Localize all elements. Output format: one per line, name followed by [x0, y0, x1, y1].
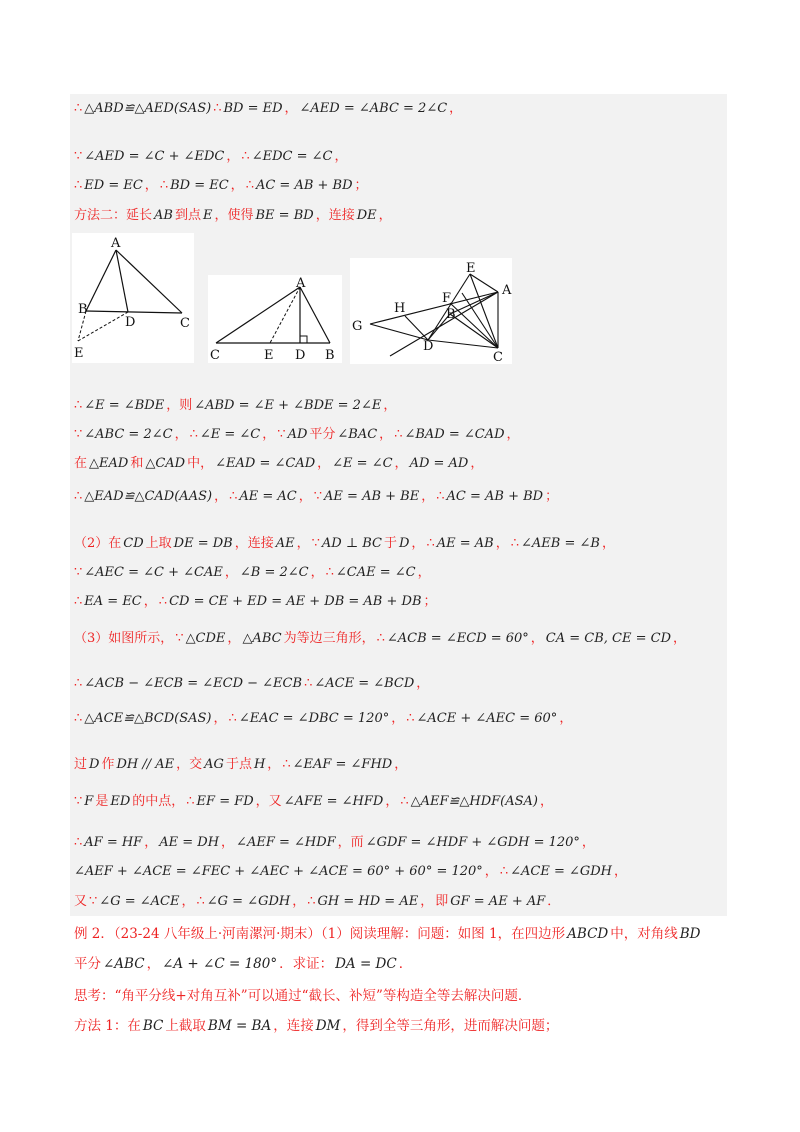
- example-line-e3: [74, 987, 533, 1005]
- lines-line-l2: [74, 148, 349, 166]
- therefore-because-symbol: ∴: [74, 711, 83, 726]
- fig1-label-E: E: [74, 346, 84, 361]
- math-expression: ∠EAD = ∠CAD: [215, 456, 316, 471]
- math-expression: ∠B = 2∠C: [239, 565, 309, 580]
- lines-line-l3: [74, 177, 370, 195]
- math-expression: △CAD: [145, 456, 186, 471]
- math-expression: AB: [154, 208, 173, 223]
- text-fragment: ，又: [255, 794, 282, 809]
- text-fragment: ，: [296, 536, 310, 551]
- therefore-because-symbol: ∴: [74, 101, 83, 116]
- fig2-label-A: A: [296, 276, 306, 291]
- text-fragment: ，: [379, 427, 393, 442]
- therefore-because-symbol: ∴: [499, 864, 509, 879]
- lines-line-l14: [74, 710, 574, 728]
- therefore-because-symbol: ∴: [74, 676, 83, 691]
- math-expression: AD = AD: [409, 456, 469, 471]
- text-fragment: ，: [394, 456, 408, 471]
- text-fragment: ．: [547, 894, 561, 909]
- text-fragment: 中，: [187, 456, 214, 471]
- text-fragment: ，使得: [214, 208, 254, 223]
- text-fragment: ，: [284, 101, 298, 116]
- text-fragment: ，: [298, 489, 312, 504]
- text-fragment: ，: [421, 489, 435, 504]
- example-line-e2: [74, 955, 414, 973]
- text-fragment: ，: [394, 757, 408, 772]
- text-fragment: ，得到全等三角形，进而解决问题；: [342, 1018, 559, 1034]
- fig3-label-B: B: [446, 307, 456, 322]
- text-fragment: ，: [385, 794, 399, 809]
- lines-line-l18: [74, 863, 629, 881]
- example-line-e4: [74, 1017, 560, 1035]
- fig1-label-A: A: [111, 236, 121, 251]
- math-expression: ∠AEB = ∠B: [521, 536, 600, 551]
- text-fragment: ；: [354, 178, 368, 193]
- figure-2: [208, 275, 342, 363]
- therefore-because-symbol: ∵: [74, 427, 83, 442]
- math-expression: ∠CAE = ∠C: [335, 565, 416, 580]
- text-fragment: ，: [230, 178, 244, 193]
- text-fragment: 到点: [174, 208, 201, 223]
- math-expression: ∠ACE + ∠AEC = 60°: [416, 711, 558, 726]
- therefore-because-symbol: ∴: [406, 711, 415, 726]
- text-fragment: 平分: [74, 956, 101, 972]
- text-fragment: ，: [673, 631, 687, 646]
- math-expression: AD ⊥ BC: [321, 536, 382, 551]
- math-expression: ED: [110, 794, 131, 809]
- text-fragment: ，: [614, 864, 628, 879]
- math-expression: AD: [287, 427, 308, 442]
- math-expression: ∠ACE = ∠GDH: [510, 864, 613, 879]
- math-expression: GH = HD = AE: [317, 894, 419, 909]
- math-expression: ∠BAC: [337, 427, 378, 442]
- math-expression: DH // AE: [116, 757, 175, 772]
- lines-line-l7: [74, 455, 485, 473]
- text-fragment: ，而: [337, 835, 364, 850]
- text-fragment: ，: [540, 794, 554, 809]
- math-expression: AC = AB + BD: [446, 489, 544, 504]
- therefore-because-symbol: ∵: [89, 894, 98, 909]
- figure-3: [350, 258, 512, 364]
- math-expression: ∠G = ∠ACE: [99, 894, 180, 909]
- therefore-because-symbol: ∴: [158, 594, 168, 609]
- example-line-e1: [74, 925, 702, 943]
- math-expression: BE = BD: [255, 208, 314, 223]
- math-expression: AE = AB + BE: [324, 489, 420, 504]
- text-fragment: ，: [378, 208, 392, 223]
- therefore-because-symbol: ∴: [189, 427, 198, 442]
- therefore-because-symbol: ∵: [313, 489, 323, 504]
- text-fragment: 在: [74, 456, 88, 471]
- therefore-because-symbol: ∴: [196, 894, 205, 909]
- fig3-label-A: A: [502, 283, 512, 298]
- math-expression: EF = FD: [196, 794, 254, 809]
- therefore-because-symbol: ∴: [74, 489, 83, 504]
- text-fragment: 中，对角线: [610, 926, 678, 942]
- text-fragment: ，: [559, 711, 573, 726]
- lines-line-l9: [74, 535, 617, 553]
- text-fragment: ，: [214, 489, 228, 504]
- text-fragment: ，: [143, 594, 157, 609]
- therefore-because-symbol: ∵: [311, 536, 320, 551]
- math-expression: ∠E = ∠C: [199, 427, 261, 442]
- text-fragment: 平分: [309, 427, 336, 442]
- math-expression: ∠AED = ∠C + ∠EDC: [84, 149, 225, 164]
- text-fragment: 作: [101, 757, 115, 772]
- math-expression: ∠AEF + ∠ACE = ∠FEC + ∠AEC + ∠ACE = 60° + 60° = 120°: [74, 864, 483, 879]
- text-fragment: ，: [221, 835, 235, 850]
- text-fragment: ，: [146, 956, 161, 972]
- text-fragment: 上截取: [165, 1018, 206, 1034]
- text-fragment: ，: [416, 676, 430, 691]
- math-expression: ED = EC: [84, 178, 143, 193]
- math-expression: △ABD≌△AED(SAS): [84, 101, 212, 116]
- text-fragment: ，: [420, 894, 434, 909]
- fig2-label-E: E: [264, 348, 274, 363]
- text-fragment: ，连接: [315, 208, 355, 223]
- text-fragment: ，: [411, 536, 425, 551]
- math-expression: ∠G = ∠GDH: [206, 894, 291, 909]
- lines-line-l16: [74, 793, 555, 811]
- math-expression: AF = HF: [84, 835, 143, 850]
- math-expression: BM = BA: [207, 1018, 272, 1034]
- text-fragment: ，: [292, 894, 306, 909]
- math-expression: DE = DB: [173, 536, 233, 551]
- therefore-because-symbol: ∴: [436, 489, 445, 504]
- therefore-because-symbol: ∴: [282, 757, 291, 772]
- text-fragment: ，: [262, 427, 276, 442]
- lines-line-l6: [74, 426, 522, 444]
- fig1-label-B: B: [78, 302, 88, 317]
- math-expression: D: [89, 757, 100, 772]
- text-fragment: ，: [506, 427, 520, 442]
- text-fragment: ，: [181, 894, 195, 909]
- math-expression: ∠ABD = ∠E + ∠BDE = 2∠E: [194, 398, 382, 413]
- math-expression: ABCD: [567, 926, 609, 942]
- therefore-because-symbol: ∴: [304, 676, 313, 691]
- therefore-because-symbol: ∴: [325, 565, 334, 580]
- therefore-because-symbol: ∴: [74, 835, 83, 850]
- math-expression: ∠EAF = ∠FHD: [292, 757, 393, 772]
- math-expression: ∠A + ∠C = 180°: [162, 956, 278, 972]
- math-expression: ∠AED = ∠ABC = 2∠C: [299, 101, 448, 116]
- math-expression: D: [398, 536, 410, 551]
- math-expression: AC = AB + BD: [255, 178, 353, 193]
- therefore-because-symbol: ∴: [74, 178, 83, 193]
- therefore-because-symbol: ∴: [229, 489, 238, 504]
- text-fragment: ，连接: [273, 1018, 314, 1034]
- math-expression: CA = CB, CE = CD: [545, 631, 672, 646]
- text-fragment: 和: [130, 456, 144, 471]
- text-fragment: ，: [391, 711, 405, 726]
- math-expression: EA = EC: [84, 594, 142, 609]
- therefore-because-symbol: ∵: [74, 565, 83, 580]
- math-expression: ∠ACB = ∠ECD = 60°: [386, 631, 529, 646]
- text-fragment: ，: [144, 835, 158, 850]
- fig3-label-G: G: [352, 319, 363, 334]
- therefore-because-symbol: ∵: [74, 149, 83, 164]
- math-expression: CD = CE + ED = AE + DB = AB + DB: [169, 594, 422, 609]
- lines-line-l5: [74, 397, 398, 415]
- therefore-because-symbol: ∵: [74, 794, 83, 809]
- math-expression: △EAD≌△CAD(AAS): [84, 489, 213, 504]
- lines-line-l12: [74, 630, 688, 648]
- math-expression: △ABC: [242, 631, 282, 646]
- text-fragment: 方法二：延长: [74, 208, 153, 223]
- text-fragment: ，: [267, 757, 281, 772]
- math-expression: BC: [142, 1018, 164, 1034]
- text-fragment: ，: [226, 149, 240, 164]
- fig3-label-E: E: [466, 261, 476, 276]
- therefore-because-symbol: ∴: [213, 101, 222, 116]
- fig1-label-D: D: [125, 315, 136, 330]
- math-expression: AE = AC: [239, 489, 297, 504]
- fig3-label-D: D: [423, 339, 434, 354]
- math-expression: △AEF≌△HDF(ASA): [410, 794, 539, 809]
- math-expression: F: [84, 794, 94, 809]
- math-expression: ∠AEF = ∠HDF: [236, 835, 336, 850]
- math-expression: ∠AEC = ∠C + ∠CAE: [84, 565, 223, 580]
- math-expression: H: [253, 757, 266, 772]
- lines-line-l19: [74, 893, 562, 911]
- text-fragment: 的中点，: [132, 794, 185, 809]
- math-expression: DA = DC: [335, 956, 397, 972]
- text-fragment: 又: [74, 894, 88, 909]
- fig3-label-C: C: [493, 350, 503, 364]
- fig3-label-F: F: [442, 291, 452, 306]
- lines-line-l15: [74, 756, 409, 774]
- text-fragment: ，连接: [234, 536, 274, 551]
- text-fragment: ；: [545, 489, 559, 504]
- lines-line-l10: [74, 564, 433, 582]
- text-fragment: ，: [449, 101, 463, 116]
- text-fragment: ，: [383, 398, 397, 413]
- math-expression: AG: [204, 757, 224, 772]
- math-expression: △CDE: [185, 631, 226, 646]
- math-expression: BD = EC: [170, 178, 229, 193]
- therefore-because-symbol: ∴: [510, 536, 519, 551]
- text-fragment: ，: [227, 631, 241, 646]
- figure-3-svg: [350, 258, 512, 364]
- text-fragment: ．: [398, 956, 413, 972]
- text-fragment: 思考：“角平分线+对角互补”可以通过“截长、补短”等构造全等去解决问题．: [74, 988, 532, 1004]
- math-expression: ∠ABC: [103, 956, 145, 972]
- math-expression: ∠E = ∠C: [332, 456, 393, 471]
- therefore-because-symbol: ∴: [400, 794, 409, 809]
- fig2-label-B: B: [325, 348, 335, 363]
- therefore-because-symbol: ∴: [74, 594, 83, 609]
- math-expression: E: [202, 208, 213, 223]
- figure-2-svg: [208, 275, 342, 363]
- math-expression: ∠ABC = 2∠C: [84, 427, 173, 442]
- text-fragment: ，: [470, 456, 484, 471]
- text-fragment: ，: [495, 536, 509, 551]
- math-expression: △ACE≌△BCD(SAS): [84, 711, 212, 726]
- math-expression: AE = DH: [159, 835, 220, 850]
- math-expression: BD = ED: [223, 101, 283, 116]
- lines-line-l17: [74, 834, 597, 852]
- lines-line-l11: [74, 593, 439, 611]
- therefore-because-symbol: ∴: [159, 178, 169, 193]
- math-expression: ∠EAC = ∠DBC = 120°: [238, 711, 390, 726]
- math-expression: ∠E = ∠BDE: [84, 398, 165, 413]
- text-fragment: 方法 1：在: [74, 1018, 141, 1034]
- figure-1: [72, 233, 194, 363]
- text-fragment: ；: [423, 594, 437, 609]
- text-fragment: ，: [530, 631, 544, 646]
- math-expression: AE: [275, 536, 295, 551]
- math-expression: ∠ACE = ∠BCD: [314, 676, 415, 691]
- math-expression: △EAD: [89, 456, 129, 471]
- therefore-because-symbol: ∵: [277, 427, 286, 442]
- math-expression: AE = AB: [436, 536, 494, 551]
- text-fragment: 为等边三角形，: [283, 631, 375, 646]
- lines-line-l8: [74, 488, 560, 506]
- text-fragment: ，交: [176, 757, 203, 772]
- math-expression: ∠AFE = ∠HFD: [283, 794, 384, 809]
- math-expression: ∠GDF = ∠HDF + ∠GDH = 120°: [365, 835, 580, 850]
- therefore-because-symbol: ∵: [175, 631, 184, 646]
- math-expression: CD: [123, 536, 144, 551]
- math-expression: ∠BAD = ∠CAD: [404, 427, 505, 442]
- text-fragment: ，: [144, 178, 158, 193]
- text-fragment: ，: [224, 565, 238, 580]
- lines-line-l4: [74, 207, 394, 225]
- text-fragment: ，: [310, 565, 324, 580]
- text-fragment: 上取: [145, 536, 172, 551]
- text-fragment: ，: [213, 711, 227, 726]
- therefore-because-symbol: ∴: [376, 631, 385, 646]
- text-fragment: ，: [484, 864, 498, 879]
- fig2-label-C: C: [210, 348, 220, 363]
- text-fragment: ，: [174, 427, 188, 442]
- text-fragment: ，则: [166, 398, 193, 413]
- math-expression: ∠EDC = ∠C: [251, 149, 333, 164]
- text-fragment: ．求证：: [279, 956, 334, 972]
- text-fragment: ，: [601, 536, 615, 551]
- text-fragment: 于: [383, 536, 397, 551]
- math-expression: ∠ACB − ∠ECB = ∠ECD − ∠ECB: [84, 676, 303, 691]
- therefore-because-symbol: ∴: [426, 536, 435, 551]
- therefore-because-symbol: ∴: [245, 178, 254, 193]
- text-fragment: （3）如图所示，: [74, 631, 174, 646]
- text-fragment: （2）在: [74, 536, 122, 551]
- text-fragment: ，: [317, 456, 331, 471]
- therefore-because-symbol: ∴: [394, 427, 403, 442]
- therefore-because-symbol: ∴: [186, 794, 195, 809]
- fig3-label-H: H: [394, 301, 406, 316]
- fig1-label-C: C: [180, 316, 190, 331]
- text-fragment: ，: [334, 149, 348, 164]
- text-fragment: 例 2．（23-24 八年级上·河南漯河·期末）（1）阅读理解：问题：如图 1，在四边形: [74, 926, 566, 942]
- lines-line-l1: [74, 100, 464, 118]
- text-fragment: ，: [581, 835, 595, 850]
- figure-1-svg: [72, 233, 194, 363]
- therefore-because-symbol: ∴: [307, 894, 316, 909]
- therefore-because-symbol: ∴: [228, 711, 237, 726]
- math-expression: BD: [679, 926, 701, 942]
- fig2-label-D: D: [295, 348, 306, 363]
- text-fragment: 过: [74, 757, 88, 772]
- text-fragment: 于点: [225, 757, 252, 772]
- text-fragment: 是: [95, 794, 109, 809]
- math-expression: GF = AE + AF: [450, 894, 546, 909]
- text-fragment: 即: [435, 894, 449, 909]
- text-fragment: ，: [417, 565, 431, 580]
- math-expression: DM: [315, 1018, 341, 1034]
- therefore-because-symbol: ∴: [241, 149, 250, 164]
- lines-line-l13: [74, 675, 431, 693]
- math-expression: DE: [356, 208, 377, 223]
- therefore-because-symbol: ∴: [74, 398, 83, 413]
